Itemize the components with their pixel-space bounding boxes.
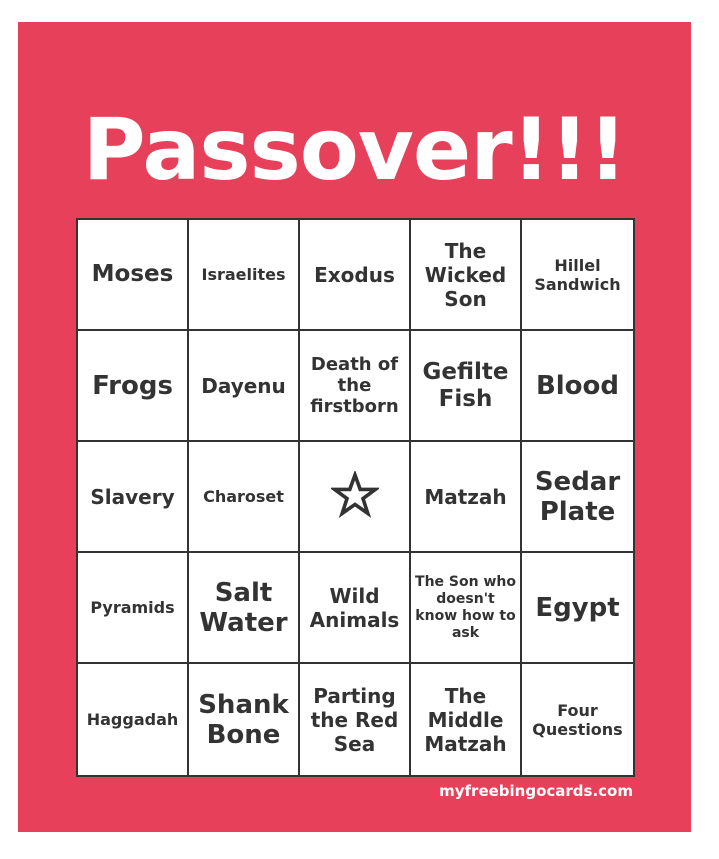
bingo-cell[interactable]: Blood (522, 331, 633, 442)
bingo-cell[interactable]: Frogs (78, 331, 189, 442)
card-title: Passover!!! (82, 100, 627, 200)
bingo-cell[interactable]: Moses (78, 220, 189, 331)
bingo-cell[interactable]: Sedar Plate (522, 442, 633, 553)
bingo-cell-free-space[interactable] (300, 442, 411, 553)
bingo-grid (76, 218, 635, 777)
bingo-cell[interactable]: The Wicked Son (411, 220, 522, 331)
bingo-cell[interactable]: The Son who doesn't know how to ask (411, 553, 522, 664)
bingo-cell[interactable]: Slavery (78, 442, 189, 553)
bingo-cell[interactable]: Salt Water (189, 553, 300, 664)
bingo-cell[interactable]: Exodus (300, 220, 411, 331)
bingo-cell[interactable]: Four Questions (532, 700, 623, 739)
bingo-cell[interactable]: Wild Animals (300, 553, 411, 664)
bingo-cell[interactable]: Gefilte Fish (411, 331, 522, 442)
bingo-cell[interactable]: Parting the Red Sea (300, 664, 411, 775)
bingo-cell[interactable]: Pyramids (78, 553, 189, 664)
bingo-cell[interactable]: Haggadah (78, 664, 189, 775)
bingo-cell[interactable]: Charoset (189, 442, 300, 553)
footer-site-name: myfreebingocards.com (439, 782, 633, 800)
star-icon (331, 471, 379, 523)
bingo-cell[interactable]: Israelites (189, 220, 300, 331)
bingo-cell[interactable]: The Middle Matzah (411, 664, 522, 775)
bingo-cell[interactable]: Matzah (411, 442, 522, 553)
bingo-card (18, 22, 691, 832)
bingo-cell[interactable]: Hillel Sandwich (522, 220, 633, 331)
bingo-cell[interactable]: Shank Bone (189, 664, 300, 775)
bingo-cell[interactable]: Dayenu (189, 331, 300, 442)
bingo-cell[interactable]: Death of the firstborn (300, 331, 411, 442)
bingo-cell[interactable]: Egypt (522, 553, 633, 664)
